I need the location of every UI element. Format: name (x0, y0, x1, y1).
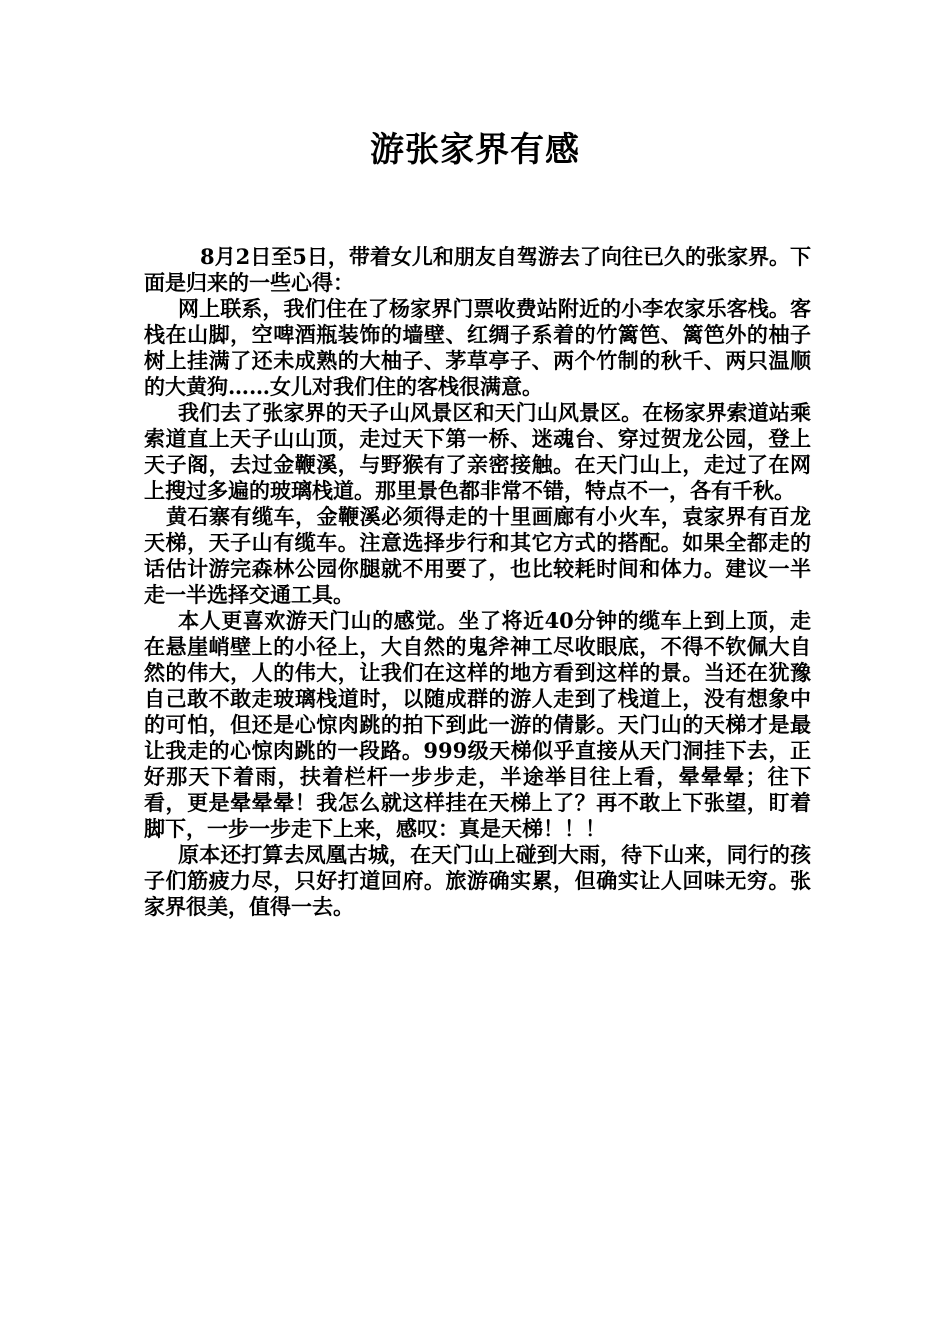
paragraph-4: 黄石寨有缆车，金鞭溪必须得走的十里画廊有小火车，袁家界有百龙天梯，天子山有缆车。注意选择步行和其它方式的搭配。如果全都走的话估计游完森林公园你腿就不用要了，也比较耗时间和体力。建议一半走一半选择交通工具。 (144, 504, 811, 607)
paragraph-2: 网上联系，我们住在了杨家界门票收费站附近的小李农家乐客栈。客栈在山脚，空啤酒瓶装饰的墙壁、红绸子系着的竹篱笆、篱笆外的柚子树上挂满了还未成熟的大柚子、茅草亭子、两个竹制的秋千、两只温顺的大黄狗……女儿对我们住的客栈很满意。 (144, 296, 811, 399)
document-title: 游张家界有感 (370, 130, 580, 170)
paragraph-3: 我们去了张家界的天子山风景区和天门山风景区。在杨家界索道站乘索道直上天子山山顶，走过天下第一桥、迷魂台、穿过贺龙公园，登上天子阁，去过金鞭溪，与野猴有了亲密接触。在天门山上，走过了在网上搜过多遍的玻璃栈道。那里景色都非常不错，特点不一，各有千秋。 (144, 400, 811, 503)
paragraph-5: 本人更喜欢游天门山的感觉。坐了将近40分钟的缆车上到上顶，走在悬崖峭壁上的小径上，大自然的鬼斧神工尽收眼底，不得不钦佩大自然的伟大，人的伟大，让我们在这样的地方看到这样的景。当还在犹豫自己敢不敢走玻璃栈道时，以随成群的游人走到了栈道上，没有想象中的可怕，但还是心惊肉跳的拍下到此一游的倩影。天门山的天梯才是最让我走的心惊肉跳的一段路。999级天梯似乎直接从天门洞挂下去，正好那天下着雨，扶着栏杆一步步走，半途举目往上看，晕晕晕；往下看，更是晕晕晕！我怎么就这样挂在天梯上了？再不敢上下张望，盯着脚下，一步一步走下上来，感叹：真是天梯！！！ (144, 608, 811, 841)
document-body (144, 244, 811, 920)
paragraph-1: 8月2日至5日，带着女儿和朋友自驾游去了向往已久的张家界。下面是归来的一些心得： (144, 244, 811, 295)
paragraph-6: 原本还打算去凤凰古城，在天门山上碰到大雨，待下山来，同行的孩子们筋疲力尽，只好打道回府。旅游确实累，但确实让人回味无穷。张家界很美，值得一去。 (144, 842, 811, 919)
